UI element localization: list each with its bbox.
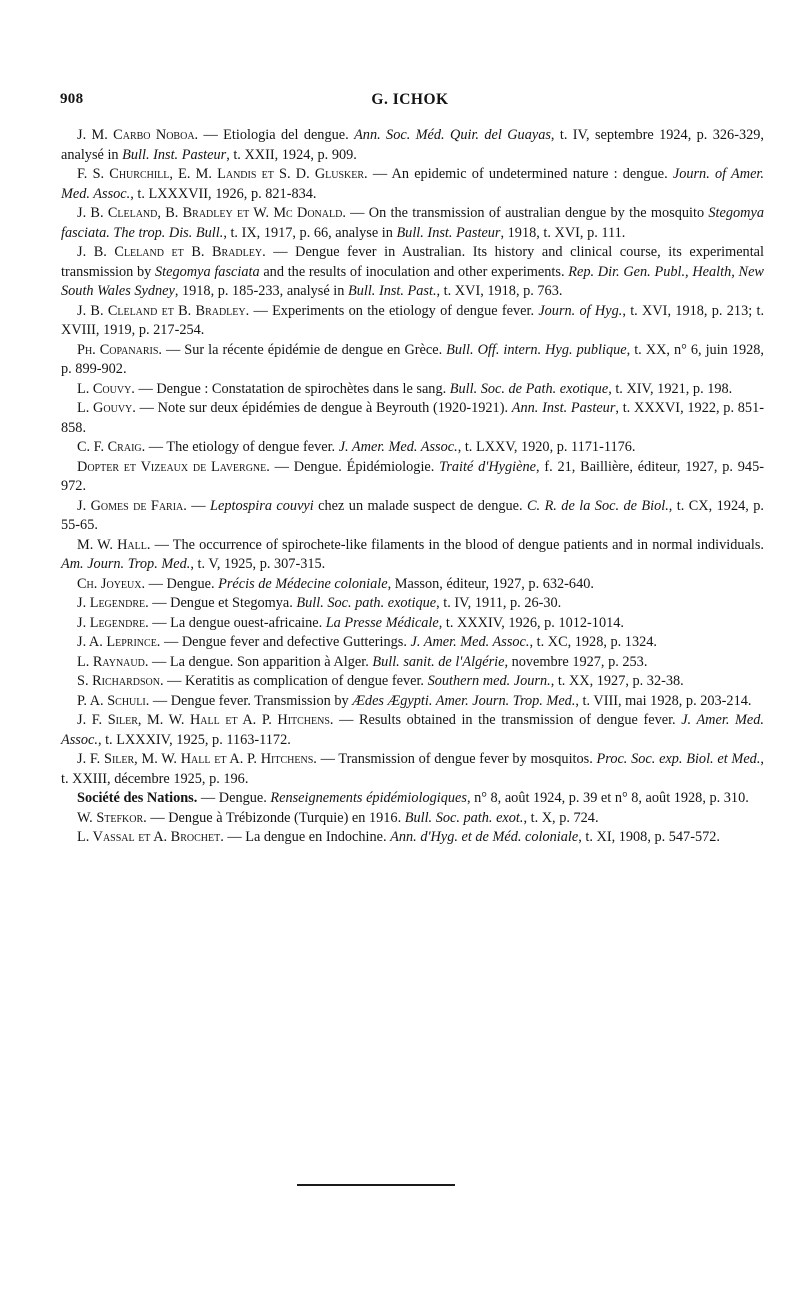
reference-entry [61, 672, 764, 692]
reference-source: Bull. Off. intern. Hyg. publique [446, 341, 627, 358]
reference-text: — The etiology of dengue fever. [145, 439, 339, 455]
reference-text: , f. 21, Baillière, éditeur, 1927, p. 945-972. [61, 458, 764, 494]
reference-source: J. Amer. Med. Assoc. [338, 439, 458, 455]
reference-entry [61, 536, 764, 575]
reference-source: Proc. Soc. exp. Biol. et Med. [596, 751, 761, 767]
reference-text: , Masson, éditeur, 1927, p. 632-640. [387, 575, 594, 592]
reference-author: J. F. Siler, M. W. Hall et A. P. Hitchens. [77, 751, 317, 767]
reference-text: , t. IV, septembre 1924, p. 326-329, analysé in [61, 127, 764, 163]
reference-text: , t. XX, 1927, p. 32-38. [550, 673, 684, 689]
reference-source: Bull. Soc. path. exot. [404, 809, 524, 826]
reference-source: Précis de Médecine coloniale [218, 575, 388, 592]
reference-entry [61, 750, 764, 789]
bibliography-list [61, 126, 764, 848]
reference-text: — An epidemic of undetermined nature : dengue. [367, 166, 673, 182]
reference-source: Bull. Inst. Pasteur [122, 146, 227, 163]
reference-author: J. M. Carbo Noboa. [77, 127, 199, 143]
reference-source: Ann. d'Hyg. et de Méd. coloniale [390, 829, 579, 845]
reference-author: L. Vassal et A. Brochet. [77, 829, 224, 845]
reference-source: Journ. of Hyg. [538, 302, 623, 319]
reference-entry [61, 126, 764, 165]
reference-text: , t. XC, 1928, p. 1324. [529, 634, 657, 650]
reference-author: L. Couvy. [77, 380, 135, 397]
reference-source: Leptospira couvyi [210, 497, 314, 514]
reference-author: Ph. Copanaris. [77, 341, 162, 358]
reference-source: La Presse Médicale [325, 614, 439, 631]
reference-source: Bull. Inst. Pasteur [396, 224, 501, 241]
reference-author: W. Stefkor. [77, 809, 147, 826]
reference-source: Bull. Inst. Past. [347, 283, 437, 299]
reference-text: , n° 8, août 1924, p. 39 et n° 8, août 1928, p. 310. [466, 790, 749, 806]
reference-source: Am. Journ. Trop. Med. [61, 556, 191, 572]
reference-text: , t. LXXXVII, 1926, p. 821-834. [130, 185, 317, 202]
reference-author: J. B. Cleland et B. Bradley. [77, 244, 266, 260]
reference-entry [61, 302, 764, 341]
reference-source: Stegomya fasciata [155, 263, 260, 280]
reference-entry [61, 341, 764, 380]
reference-text: , t. VIII, mai 1928, p. 203-214. [575, 692, 752, 709]
reference-source: J. Amer. Med. Assoc. [61, 712, 764, 748]
reference-text: , t. XX, n° 6, juin 1928, p. 899-902. [61, 341, 764, 377]
reference-source: J. Amer. Med. Assoc. [410, 634, 530, 650]
reference-entry [61, 497, 764, 536]
reference-text: — La dengue ouest-africaine. [148, 614, 326, 631]
reference-text: — Dengue fever and defective Gutterings. [160, 634, 411, 650]
reference-text: — Experiments on the etiology of dengue fever. [249, 302, 539, 319]
page-number: 908 [60, 91, 84, 107]
reference-text: , t. XIV, 1921, p. 198. [608, 380, 733, 397]
reference-text: — Dengue fever in Australian. Its history and clinical course, its experimental transmission by [61, 244, 764, 280]
reference-author: J. Legendre. [77, 614, 149, 631]
reference-author: Dopter et Vizeaux de Lavergne. [77, 458, 270, 475]
reference-entry [61, 575, 764, 595]
reference-text: — Dengue et Stegomya. [148, 595, 297, 611]
reference-text: , t. XVI, 1918, p. 763. [436, 283, 563, 299]
reference-text: — Keratitis as complication of dengue fever. [163, 673, 428, 689]
reference-source: Bull. Soc. de Path. exotique [449, 380, 609, 397]
reference-source: Southern med. Journ. [427, 673, 551, 689]
reference-text: — Dengue. Épidémiologie. [269, 458, 440, 475]
reference-entry [61, 692, 764, 712]
running-title: G. ICHOK [371, 91, 449, 108]
reference-text: chez un malade suspect de dengue. [313, 497, 528, 514]
reference-entry [61, 809, 764, 829]
reference-source: Journ. of Amer. Med. Assoc. [61, 166, 764, 202]
reference-source: Ædes Ægypti. Amer. Journ. Trop. Med. [352, 692, 576, 709]
reference-text: — Dengue fever. Transmission by [149, 692, 353, 709]
reference-author: J. B. Cleland et B. Bradley. [77, 302, 250, 319]
reference-text: , t. XXXIV, 1926, p. 1012-1014. [438, 614, 624, 631]
reference-text: , t. LXXV, 1920, p. 1171-1176. [457, 439, 636, 455]
reference-author: J. Gomes de Faria. [77, 497, 187, 514]
reference-text: , t. IV, 1911, p. 26-30. [436, 595, 562, 611]
reference-text: — Note sur deux épidémies de dengue à Beyrouth (1920-1921). [135, 400, 512, 416]
reference-text: , t. IX, 1917, p. 66, analyse in [223, 224, 397, 241]
reference-entry [61, 165, 764, 204]
running-head [60, 91, 760, 115]
reference-entry [61, 711, 764, 750]
reference-text: — [186, 497, 211, 514]
reference-text: — La dengue. Son apparition à Alger. [148, 653, 373, 670]
reference-source: Ann. Soc. Méd. Quir. del Guayas [354, 127, 551, 143]
reference-text: , t. XXIII, décembre 1925, p. 196. [61, 751, 764, 787]
reference-source: Stegomya fasciata. The trop. Dis. Bull. [61, 205, 764, 241]
reference-author: L. Raynaud. [77, 653, 149, 670]
reference-entry [61, 614, 764, 634]
reference-entry [61, 243, 764, 302]
closing-rule [297, 1184, 455, 1186]
reference-text: , t. V, 1925, p. 307-315. [190, 556, 326, 572]
reference-text: , t. X, p. 724. [523, 809, 599, 826]
reference-author: P. A. Schuli. [77, 692, 150, 709]
reference-entry [61, 789, 764, 809]
reference-text: , 1918, p. 185-233, analysé in [174, 283, 348, 299]
reference-text: — Results obtained in the transmission of dengue fever. [333, 712, 682, 728]
reference-text: , t. XI, 1908, p. 547-572. [578, 829, 720, 845]
reference-text: , t. CX, 1924, p. 55-65. [61, 497, 764, 533]
reference-text: — Sur la récente épidémie de dengue en Grèce. [161, 341, 447, 358]
reference-text: , t. XXII, 1924, p. 909. [226, 146, 357, 163]
reference-entry [61, 380, 764, 400]
reference-entry [61, 458, 764, 497]
reference-source: Bull. Soc. path. exotique [296, 595, 437, 611]
reference-entry [61, 633, 764, 653]
reference-author: J. B. Cleland, B. Bradley et W. Mc Donald. [77, 205, 346, 221]
reference-source: Bull. sanit. de l'Algérie [372, 653, 505, 670]
reference-author: J. F. Siler, M. W. Hall et A. P. Hitchens. [77, 712, 334, 728]
reference-text: , novembre 1927, p. 253. [504, 653, 648, 670]
reference-entry [61, 204, 764, 243]
reference-text: — On the transmission of australian dengue by the mosquito [345, 205, 709, 221]
reference-entry [61, 594, 764, 614]
reference-text: — La dengue en Indochine. [223, 829, 391, 845]
reference-text: , t. LXXXIV, 1925, p. 1163-1172. [97, 731, 291, 748]
reference-author: Société des Nations. [77, 790, 198, 806]
reference-text: and the results of inoculation and other experiments. [259, 263, 569, 280]
reference-author: J. Legendre. [77, 595, 149, 611]
reference-text: , 1918, t. XVI, p. 111. [500, 224, 626, 241]
reference-author: M. W. Hall. [77, 536, 151, 553]
reference-author: Ch. Joyeux. [77, 575, 146, 592]
reference-text: — The occurrence of spirochete-like filaments in the blood of dengue patients and in normal individuals. [150, 536, 764, 553]
reference-text: , t. XVI, 1918, p. 213; t. XVIII, 1919, p. 217-254. [61, 302, 765, 338]
reference-text: — Dengue : Constatation de spirochètes dans le sang. [134, 380, 450, 397]
reference-source: Ann. Inst. Pasteur [511, 400, 616, 416]
reference-author: F. S. Churchill, E. M. Landis et S. D. Glusker. [77, 166, 368, 182]
reference-author: J. A. Leprince. [77, 634, 161, 650]
reference-text: — Dengue. [145, 575, 219, 592]
reference-entry [61, 438, 764, 458]
reference-source: Rep. Dir. Gen. Publ., Health, New South Wales Sydney [61, 263, 764, 299]
reference-author: S. Richardson. [77, 673, 164, 689]
reference-text: — Dengue à Trébizonde (Turquie) en 1916. [146, 809, 405, 826]
reference-text: — Dengue. [197, 790, 271, 806]
reference-source: Traité d'Hygiène [439, 458, 536, 475]
reference-text: — Etiologia del dengue. [198, 127, 355, 143]
reference-entry [61, 399, 764, 438]
reference-author: C. F. Craig. [77, 439, 146, 455]
reference-entry [61, 653, 764, 673]
reference-source: C. R. de la Soc. de Biol. [527, 497, 669, 514]
reference-entry [61, 828, 764, 848]
reference-author: L. Gouvy. [77, 400, 136, 416]
reference-text: — Transmission of dengue fever by mosquitos. [316, 751, 597, 767]
reference-source: Renseignements épidémiologiques [270, 790, 467, 806]
reference-text: , t. XXXVI, 1922, p. 851-858. [61, 400, 764, 436]
